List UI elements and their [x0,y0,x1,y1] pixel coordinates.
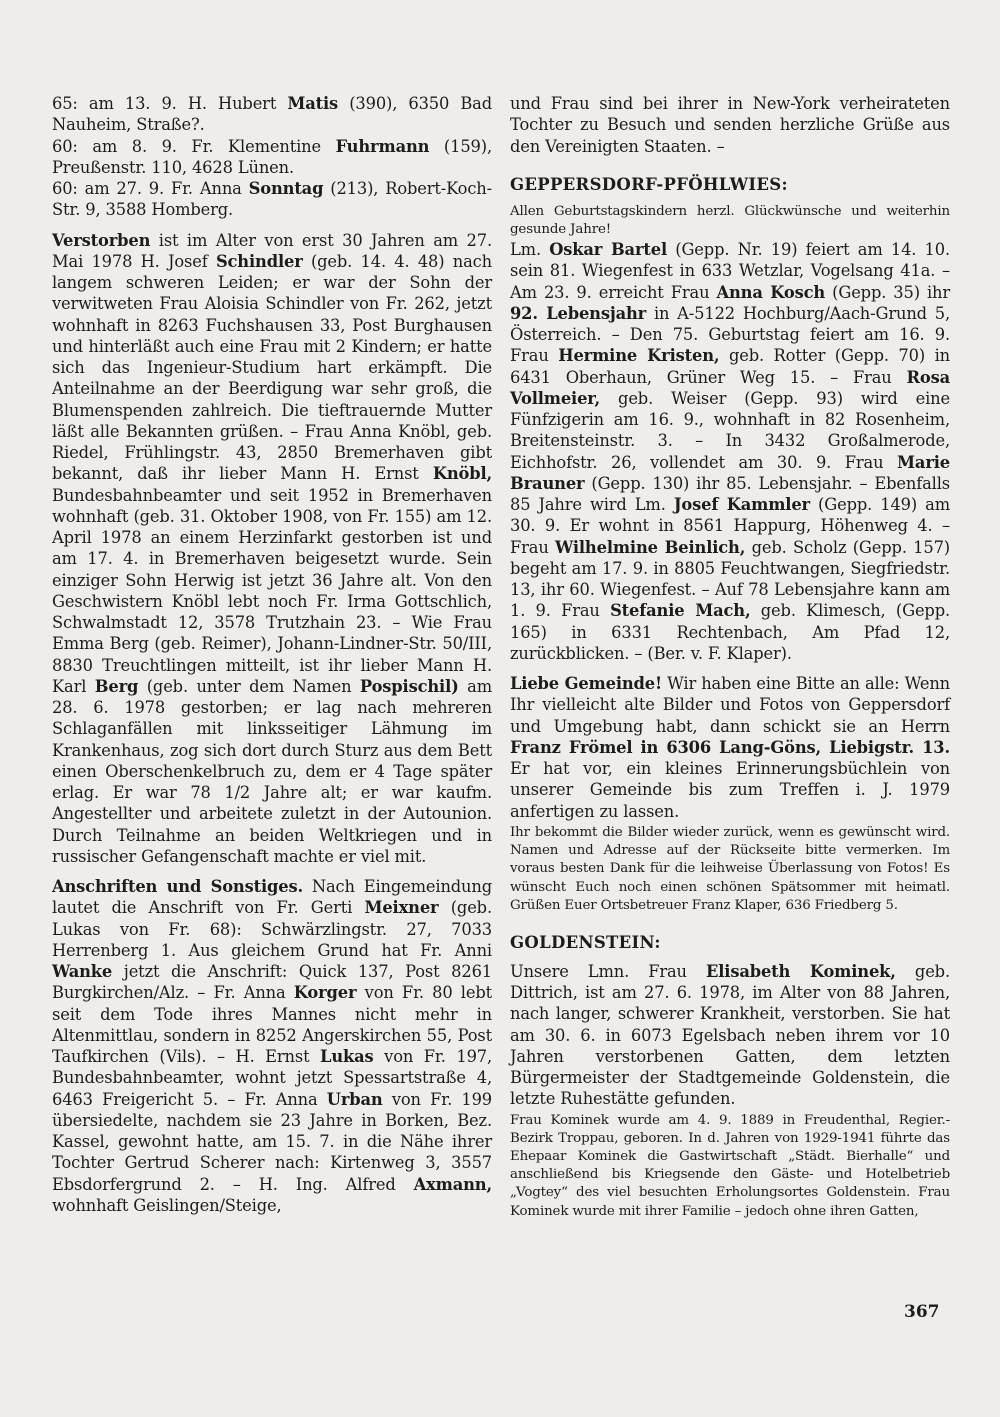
bold-name: Elisabeth Kominek, [705,961,896,981]
bold-name: Verstorben [52,230,151,250]
deceased-paragraph: Verstorben ist im Alter von erst 30 Jahren am 27. Mai 1978 H. Josef Schindler (geb. 14. 4. 48) nach langem schweren Leiden; er war der Sohn der verwitweten Frau Aloisia Schindler von Fr. 262, jetzt wohnhaft in 8263 Fuchshausen 33, Post Burghausen und hinterläßt auch eine Frau mit 2 Kindern; er hatte sich das Ingenieur-Studium hart erkämpft. Die Anteilnahme an der Beerdigung war sehr groß, die Blumenspenden zahlreich. Die tieftrauernde Mutter läßt alle Bekannten grüßen. – Frau Anna Knöbl, geb. Riedel, Frühlingstr. 43, 2850 Bremerhaven gibt bekannt, daß ihr lieber Mann H. Ernst Knöbl, Bundesbahnbeamter und seit 1952 in Bremerhaven wohnhaft (geb. 31. Oktober 1908, von Fr. 155) am 12. April 1978 an einem Herzinfarkt gestorben ist und am 17. 4. in Bremerhaven beigesetzt wurde. Sein einziger Sohn Herwig ist jetzt 36 Jahre alt. Von den Geschwistern Knöbl lebt noch Fr. Irma Gottschlich, Schwalmstadt 12, 3578 Trutzhain 23. – Wie Frau Emma Berg (geb. Reimer), Johann-Lindner-Str. 50/III, 8830 Treuchtlingen mitteilt, ist ihr lieber Mann H. Karl Berg (geb. unter dem Namen Pospischil) am 28. 6. 1978 gestorben; er lag nach mehreren Schlaganfällen mit linksseitiger Lähmung im Krankenhaus, zog sich dort durch Sturz aus dem Bett einen Oberschenkelbruch zu, dem er 4 Tage später erlag. Er war 78 1/2 Jahre alt; er war kaufm. Angestellter und arbeitete zuletzt in der Autounion. Durch Teilnahme an beiden Weltkriegen und in russischer Gefangenschaft machte er viel mit. [52,230,493,866]
bold-name: Axmann, [413,1174,492,1194]
community-note: Ihr bekommt die Bilder wieder zurück, wenn es gewünscht wird. Namen und Adresse auf der Rückseite bitte vermerken. Im voraus besten Dank für die leihweise Überlassung von Fotos! Es wünscht Euch noch einen schönen Spätsommer mit heimatl. Grüßen Euer Ortsbetreuer Franz Klaper, 636 Friedberg 5. [510,824,950,913]
bold-name: Sonntag [248,179,324,198]
bold-name: Anschriften und Sonstiges. [52,877,303,896]
bold-name: Korger [293,983,357,1003]
bold-name: Stefanie Mach, [610,601,751,621]
bold-name: Meixner [364,898,439,918]
bold-name: Wanke [52,962,113,981]
goldenstein-obituary: Unsere Lmn. Frau Elisabeth Kominek, geb. Dittrich, ist am 27. 6. 1978, im Alter von 88 Jahren, nach langer, schwerer Krankheit, verstorben. Sie hat am 30. 6. in 6073 Egelsbach neben ihrem vor 10 Jahren verstorbenen Gatten, dem letzten Bürgermeister der Stadtgemeinde Goldenstein, die letzte Ruhestätte gefunden. [510,961,950,1109]
bold-name: Josef Kammler [673,495,810,515]
bold-name: Lukas [320,1047,374,1066]
bold-name: Urban [326,1089,383,1109]
birthday-entry: 60: am 27. 9. Fr. Anna Sonntag (213), Robert-Koch-Str. 9, 3588 Homberg. [52,179,492,220]
addresses-paragraph: Anschriften und Sonstiges. Nach Eingemeindung lautet die Anschrift von Fr. Gerti Meixner (geb. Lukas von Fr. 68): Schwärzlingstr. 27, 7033 Herrenberg 1. Aus gleichem Grund hat Fr. Anni Wanke jetzt die Anschrift: Quick 137, Post 8261 Burgkirchen/Alz. – Fr. Anna Korger von Fr. 80 lebt seit dem Tode ihres Mannes nicht mehr in Altenmittlau, sondern in 8252 Angerskirchen 55, Post Taufkirchen (Vils). – H. Ernst Lukas von Fr. 197, Bundesbahnbeamter, wohnt jetzt Spessartstraße 4, 6463 Freigericht 5. – Fr. Anna Urban von Fr. 199 übersiedelte, nachdem sie 23 Jahre in Borken, Bez. Kassel, gewohnt hatte, am 15. 7. in die Nähe ihrer Tochter Gertrud Scherer nach: Kirtenweg 3, 3557 Ebsdorfergrund 2. – H. Ing. Alfred Axmann, wohnhaft Geislingen/Steige, [52,877,493,1215]
community-request: Liebe Gemeinde! Wir haben eine Bitte an alle: Wenn Ihr vielleicht alte Bilder und Fotos von Geppersdorf und Umgebung habt, dann schickt sie an Herrn Franz Frömel in 6306 Lang-Göns, Liebigstr. 13. Er hat vor, ein kleines Erinnerungsbüchlein von unserer Gemeinde bis zum Treffen i. J. 1979 anfertigen zu lassen. [510,674,950,821]
bold-name: Fuhrmann [335,136,430,156]
goldenstein-note: Frau Kominek wurde am 4. 9. 1889 in Freudenthal, Regier.-Bezirk Troppau, geboren. In d. Jahren von 1929-1941 führte das Ehepaar Kominek die Gastwirtschaft „Städt. Bierhalle“ und anschließend bis Kriegsende den Gäste- und Hotelbetrieb „Vogtey“ des viel besuchten Erholungsortes Goldenstein. Frau Kominek wurde mit ihrer Familie – jedoch ohne ihren Gatten, [510,1112,950,1219]
continuation-paragraph: und Frau sind bei ihrer in New-York verheirateten Tochter zu Besuch und senden herzliche Grüße aus den Vereinigten Staaten. – [510,94,950,156]
birthday-entry: 65: am 13. 9. H. Hubert Matis (390), 6350 Bad Nauheim, Straße?. [52,94,493,135]
geppersdorf-greeting: Allen Geburtstagskindern herzl. Glückwünsche und weiterhin gesunde Jahre! [510,203,950,237]
bold-name: Knöbl, [432,464,492,484]
bold-name: Wilhelmine Beinlich, [555,537,746,557]
right-column [510,93,950,1221]
bold-name: Anna Kosch [716,282,826,302]
left-column [52,93,492,1216]
bold-name: Hermine Kristen, [558,346,720,366]
bold-name: Franz Frömel in 6306 Lang-Göns, Liebigstr. 13. [510,737,950,757]
bold-name: Schindler [215,251,303,271]
bold-name: Rosa Vollmeier, [510,367,950,408]
section-heading-geppersdorf: GEPPERSDORF-PFÖHLWIES: [510,174,788,194]
bold-name: Marie Brauner [510,452,950,493]
geppersdorf-birthdays: Lm. Oskar Bartel (Gepp. Nr. 19) feiert am 14. 10. sein 81. Wiegenfest in 633 Wetzlar, Vogelsang 41a. – Am 23. 9. erreicht Frau Anna Kosch (Gepp. 35) ihr 92. Lebensjahr in A-5122 Hochburg/Aach-Grund 5, Österreich. – Den 75. Geburtstag feiert am 16. 9. Frau Hermine Kristen, geb. Rotter (Gepp. 70) in 6431 Oberhaun, Grüner Weg 15. – Frau Rosa Vollmeier, geb. Weiser (Gepp. 93) wird eine Fünfzigerin am 16. 9., wohnhaft in 82 Rosenheim, Breitensteinstr. 3. – In 3432 Großalmerode, Eichhofstr. 26, vollendet am 30. 9. Frau Marie Brauner (Gepp. 130) ihr 85. Lebensjahr. – Ebenfalls 85 Jahre wird Lm. Josef Kammler (Gepp. 149) am 30. 9. Er wohnt in 8561 Happurg, Höhenweg 4. – Frau Wilhelmine Beinlich, geb. Scholz (Gepp. 157) begeht am 17. 9. in 8805 Feuchtwangen, Siegfriedstr. 13, ihr 60. Wiegenfest. – Auf 78 Lebensjahre kann am 1. 9. Frau Stefanie Mach, geb. Klimesch, (Gepp. 165) in 6331 Rechtenbach, Am Pfad 12, zurückblicken. – (Ber. v. F. Klaper). [510,240,951,663]
bold-name: Matis [287,94,339,113]
bold-name: Berg [94,676,139,696]
bold-name: Liebe Gemeinde! [510,674,662,694]
bold-name: 92. Lebensjahr [510,303,647,323]
page-number: 367 [904,1302,940,1322]
bold-name: Oskar Bartel [549,240,668,260]
section-heading-goldenstein: GOLDENSTEIN: [510,932,661,952]
birthday-entry: 60: am 8. 9. Fr. Klementine Fuhrmann (159), Preußenstr. 110, 4628 Lünen. [52,136,492,177]
bold-name: Pospischil) [359,676,459,696]
